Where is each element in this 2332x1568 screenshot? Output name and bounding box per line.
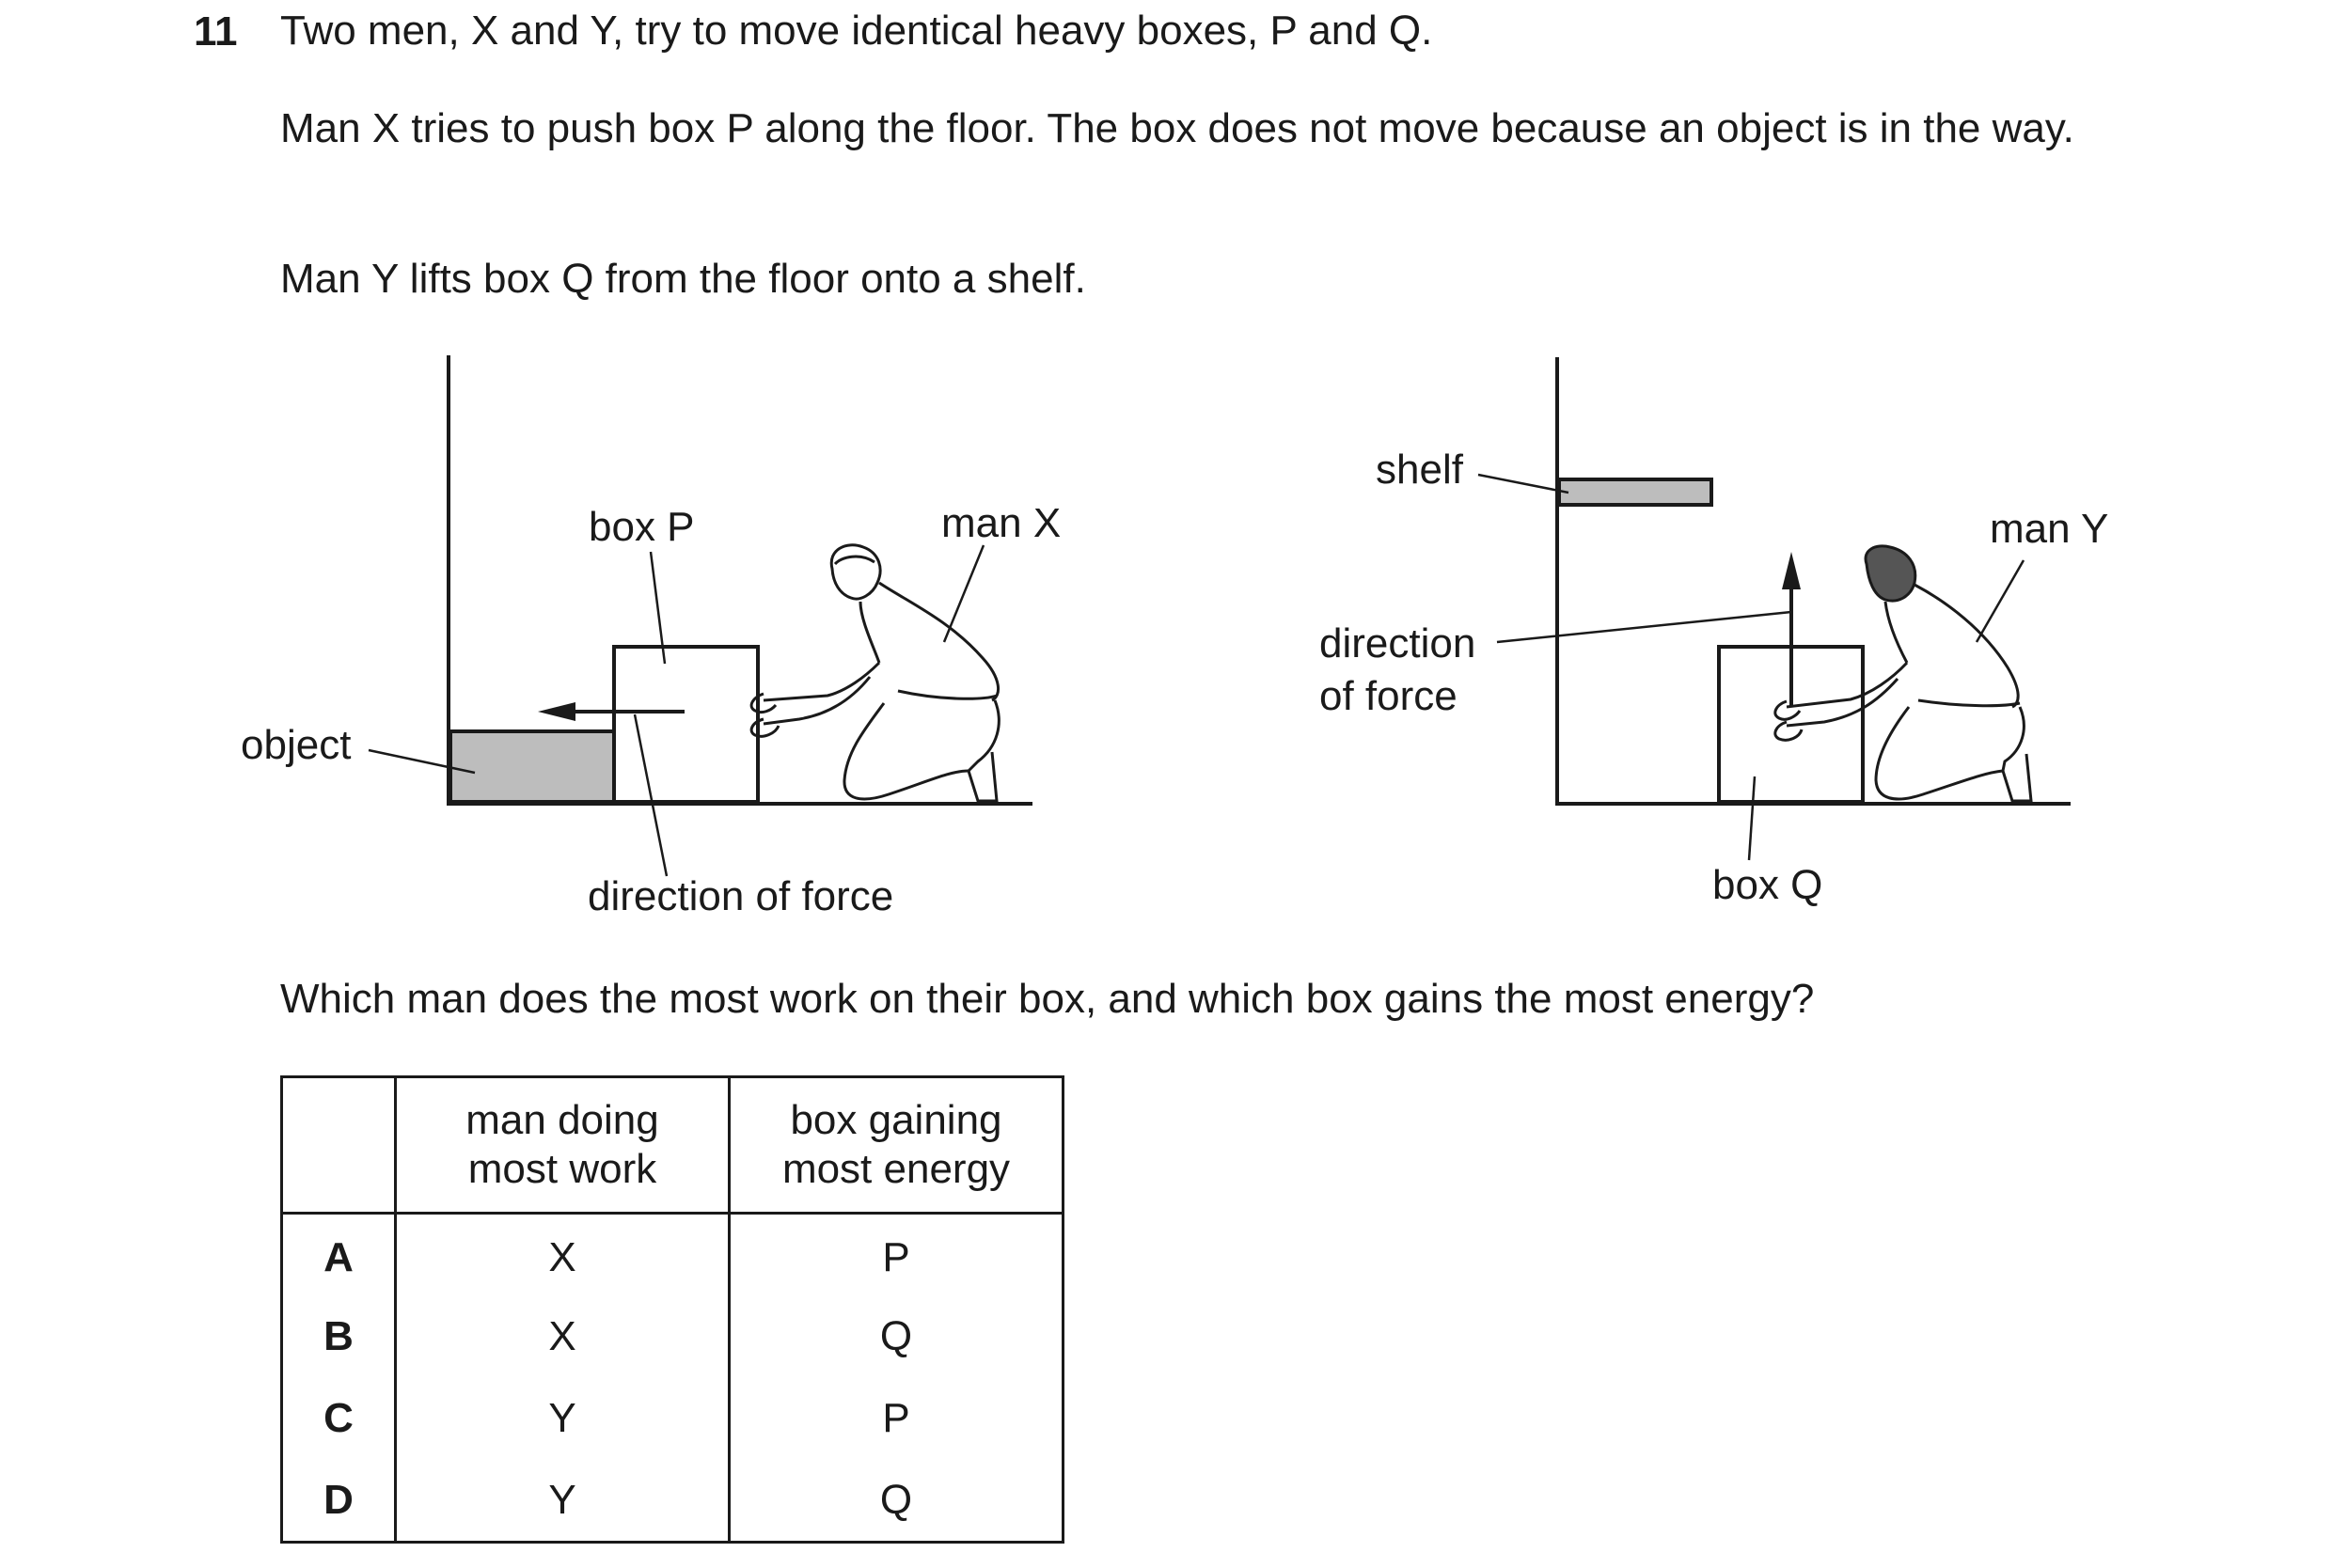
question-number: 11: [194, 8, 238, 55]
header-box-cell: [730, 1077, 1064, 1214]
box-p-label: box P: [589, 504, 695, 550]
force-right-leader: [1497, 612, 1791, 642]
force-arrow-up-head: [1782, 552, 1801, 589]
force-arrow-left-head: [538, 702, 575, 721]
header-option-cell: [282, 1077, 396, 1214]
table-row: [282, 1377, 1064, 1459]
force-right-label-line2: of force: [1319, 673, 1458, 719]
object-block: [450, 731, 614, 802]
man-x-leader: [944, 545, 984, 642]
table-row: [282, 1295, 1064, 1377]
option-man: Y: [396, 1377, 730, 1459]
answer-table-header: [282, 1077, 1064, 1214]
option-man: Y: [396, 1459, 730, 1543]
option-box: Q: [730, 1295, 1064, 1377]
header-man-line1: man doing: [465, 1097, 659, 1143]
question-prompt: Which man does the most work on their box, and which box gains the most energy?: [280, 976, 1815, 1022]
option-box: P: [730, 1214, 1064, 1296]
man-y-label: man Y: [1990, 506, 2109, 552]
header-man-line2: most work: [467, 1146, 657, 1192]
option-letter: B: [282, 1295, 396, 1377]
header-man-cell: [396, 1077, 730, 1214]
force-left-label: direction of force: [588, 873, 894, 919]
header-box-line1: box gaining: [790, 1097, 1002, 1143]
shelf: [1559, 479, 1711, 505]
force-right-label-line1: direction: [1319, 620, 1476, 666]
header-box-line2: most energy: [781, 1146, 1011, 1192]
answer-table: [280, 1075, 1064, 1544]
shelf-leader: [1478, 475, 1568, 493]
table-row: [282, 1214, 1064, 1296]
right-diagram: [1319, 357, 2108, 908]
option-letter: C: [282, 1377, 396, 1459]
box-q-label: box Q: [1712, 862, 1823, 908]
question-intro: Two men, X and Y, try to move identical heavy boxes, P and Q.: [280, 8, 1433, 54]
man-x-label: man X: [941, 500, 1062, 546]
shelf-label: shelf: [1376, 447, 1463, 493]
option-box: P: [730, 1377, 1064, 1459]
option-box: Q: [730, 1459, 1064, 1543]
object-label: object: [241, 722, 352, 768]
option-man: X: [396, 1295, 730, 1377]
option-man: X: [396, 1214, 730, 1296]
man-x-figure: [751, 545, 999, 801]
man-x-description: Man X tries to push box P along the floor. The box does not move because an object is in the way.: [280, 105, 2074, 151]
left-diagram: [241, 355, 1061, 919]
option-letter: A: [282, 1214, 396, 1296]
man-y-leader: [1977, 560, 2024, 642]
table-row: [282, 1459, 1064, 1543]
option-letter: D: [282, 1459, 396, 1543]
man-y-description: Man Y lifts box Q from the floor onto a shelf.: [280, 256, 1086, 302]
